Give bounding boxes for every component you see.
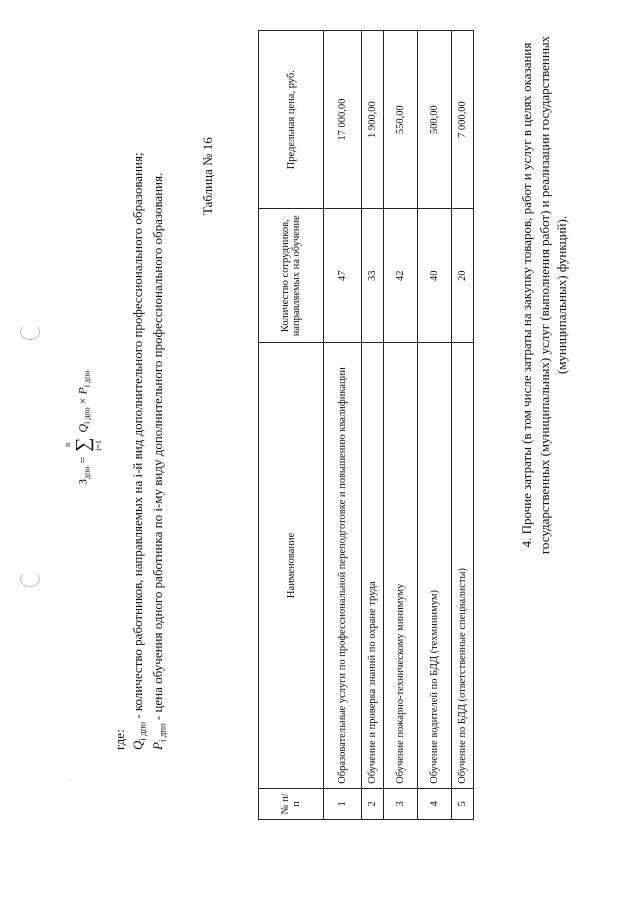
table-header-row — [259, 31, 324, 820]
cost-formula — [63, 370, 103, 485]
row-max-price: 500,00 — [418, 31, 452, 209]
definition-p-sub: i дпо — [157, 723, 168, 743]
table-row — [418, 31, 452, 820]
row-number: 4 — [418, 788, 452, 819]
definition-q-text: - количество работников, направляемых на i-й вид дополнительного профессионального образования; — [130, 152, 145, 722]
row-employees-count: 40 — [418, 209, 452, 343]
header-number: № п/п — [259, 788, 324, 819]
formula-lhs: З — [75, 478, 90, 485]
table-row — [324, 31, 362, 820]
table-title: Таблица № 16 — [200, 137, 215, 215]
definition-p — [150, 173, 168, 750]
row-max-price: 1 900,00 — [362, 31, 384, 209]
where-label: где: — [112, 729, 127, 750]
definition-q-sub: i дпо — [137, 721, 148, 741]
row-number: 2 — [362, 788, 384, 819]
row-max-price: 550,00 — [384, 31, 418, 209]
header-name: Наименование — [259, 343, 324, 789]
formula-p: P — [75, 387, 90, 395]
table-row — [362, 31, 384, 820]
definition-q-symbol: Q — [130, 740, 145, 750]
definition-p-symbol: P — [150, 742, 165, 750]
formula-lhs-sub: дпо — [82, 466, 92, 479]
header-max-price: Предельная цена, руб. — [259, 31, 324, 209]
formula-times: × — [75, 397, 90, 405]
row-name: Обучение и проверка знаний по охране труда — [362, 343, 384, 789]
row-employees-count: 47 — [324, 209, 362, 343]
row-number: 5 — [452, 788, 474, 819]
row-name: Обучение водителей по БДД (техминимум) — [418, 343, 452, 789]
table-row — [384, 31, 418, 820]
definition-p-text: - цена обучения одного работника по i-му виду дополнительного профессионального образования. — [150, 172, 165, 724]
formula-q-sub: i дпо — [82, 407, 92, 424]
punch-hole-mark — [20, 571, 40, 587]
sum-upper-limit: n — [63, 442, 72, 447]
formula-p-sub: i дпо — [82, 370, 92, 388]
row-name: Обучение пожарно-техническому минимуму — [384, 343, 418, 789]
row-number: 3 — [384, 788, 418, 819]
row-max-price: 7 000,00 — [452, 31, 474, 209]
row-employees-count: 42 — [384, 209, 418, 343]
formula-eq: = — [75, 456, 90, 464]
sum-sign: ∑ n i=1 — [63, 437, 103, 452]
training-costs-table — [258, 30, 474, 820]
formula-q: Q — [75, 423, 90, 433]
row-max-price: 17 000,00 — [324, 31, 362, 209]
punch-hole-mark — [20, 324, 40, 340]
row-employees-count: 33 — [362, 209, 384, 343]
definition-q — [130, 152, 148, 750]
row-name: Обучение по БДД (ответственные специалисты) — [452, 343, 474, 789]
header-employees-count: Количество сотрудников, направляемых на обучение — [259, 209, 324, 343]
sum-lower-limit: i=1 — [94, 440, 103, 451]
row-number: 1 — [324, 788, 362, 819]
row-name: Образовательные услуги по профессиональной переподготовке и повышению квалификации — [324, 343, 362, 789]
section-heading: 4. Прочие затраты (в том числе затраты на закупку товаров, работ и услуг в целях оказания государственных (муниципальных) услуг (выполнения работ) и реализации государственных (муниципальных) функций). — [519, 35, 570, 555]
table-row — [452, 31, 474, 820]
scan-artifact — [70, 780, 71, 781]
row-employees-count: 20 — [452, 209, 474, 343]
